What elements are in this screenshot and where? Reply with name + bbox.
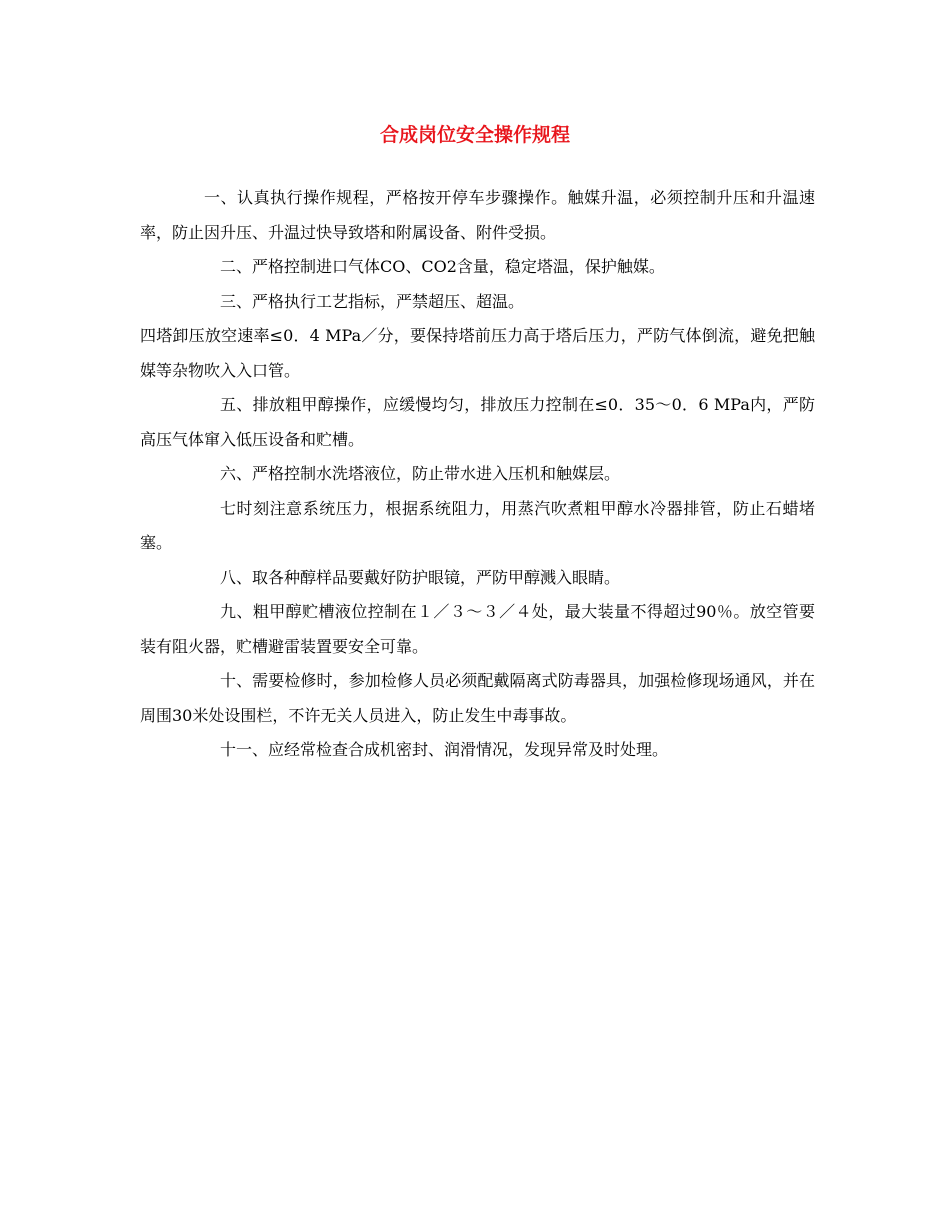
paragraph-4: 四塔卸压放空速率≤0．4 MPa／分，要保持塔前压力高于塔后压力，严防气体倒流，避免把触媒等杂物吹入入口管。 — [140, 326, 815, 380]
paragraph-2: 二、严格控制进口气体CO、CO2含量，稳定塔温，保护触媒。 — [220, 257, 665, 276]
paragraph-5: 五、排放粗甲醇操作，应缓慢均匀，排放压力控制在≤0．35～0．6 MPa内，严防高压气体窜入低压设备和贮槽。 — [140, 395, 815, 449]
document-title: 合成岗位安全操作规程 — [379, 124, 570, 146]
paragraph-11: 十一、应经常检查合成机密封、润滑情况，发现异常及时处理。 — [220, 740, 669, 759]
paragraph-9: 九、粗甲醇贮槽液位控制在１／３～３／４处，最大装量不得超过90％。放空管要装有阻火器，贮槽避雷装置要安全可靠。 — [140, 602, 815, 656]
paragraph-8: 八、取各种醇样品要戴好防护眼镜，严防甲醇溅入眼睛。 — [220, 567, 621, 587]
paragraph-1: 一、认真执行操作规程，严格按开停车步骤操作。触媒升温，必须控制升压和升温速率，防止因升压、升温过快导致塔和附属设备、附件受损。 — [140, 188, 815, 242]
paragraph-3: 三、严格执行工艺指标，严禁超压、超温。 — [220, 291, 525, 311]
document-body — [140, 181, 815, 768]
paragraph-10: 十、需要检修时，参加检修人员必须配戴隔离式防毒器具，加强检修现场通风，并在周围30米处设围栏，不许无关人员进入，防止发生中毒事故。 — [140, 671, 815, 725]
paragraph-7: 七时刻注意系统压力，根据系统阻力，用蒸汽吹煮粗甲醇水冷器排管，防止石蜡堵塞。 — [140, 498, 815, 552]
paragraph-6: 六、严格控制水洗塔液位，防止带水进入压机和触媒层。 — [220, 464, 621, 483]
